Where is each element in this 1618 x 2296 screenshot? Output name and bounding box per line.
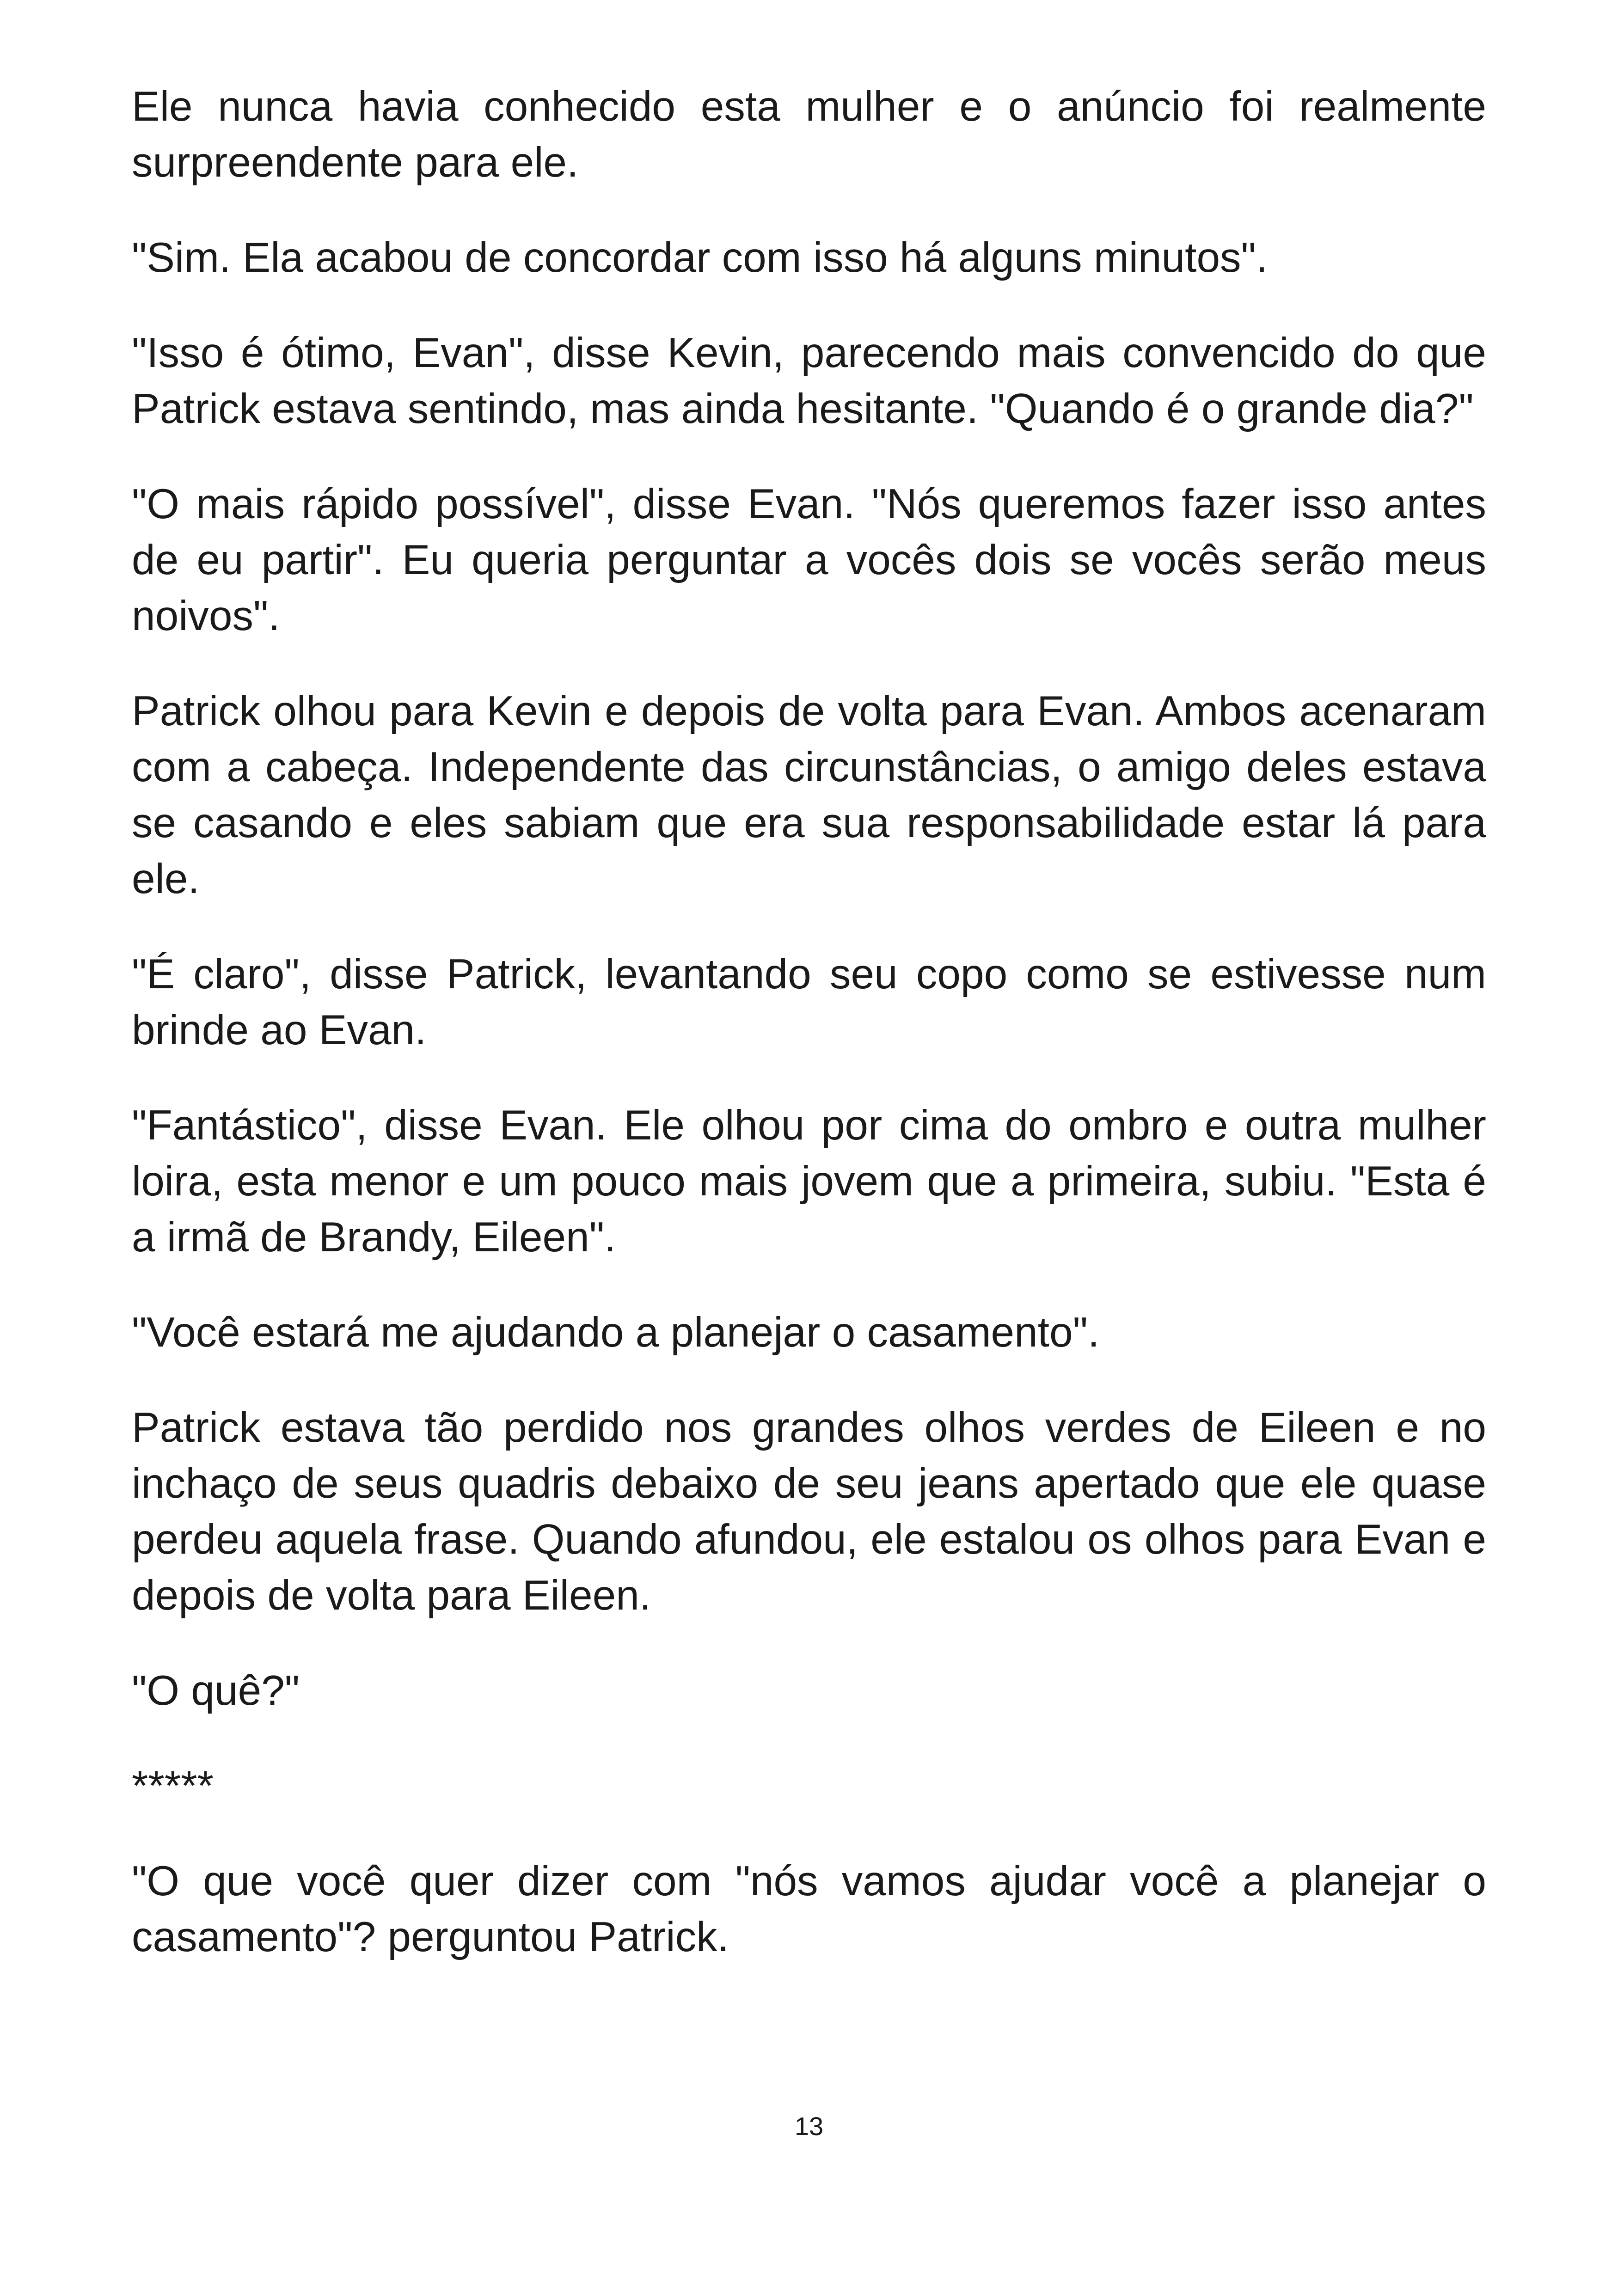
paragraph: "Fantástico", disse Evan. Ele olhou por cima do ombro e outra mulher loira, esta menor e um pouco mais jovem que a primeira, subiu. "Esta é a irmã de Brandy, Eileen".	[132, 1102, 1486, 1261]
paragraph: "O que você quer dizer com "nós vamos ajudar você a planejar o casamento"? perguntou Patrick.	[132, 1858, 1486, 1960]
paragraph: "O mais rápido possível", disse Evan. "Nós queremos fazer isso antes de eu partir". Eu queria perguntar a vocês dois se vocês serão meus noivos".	[132, 481, 1486, 639]
paragraph: Patrick estava tão perdido nos grandes olhos verdes de Eileen e no inchaço de seus quadris debaixo de seu jeans apertado que ele quase perdeu aquela frase. Quando afundou, ele estalou os olhos para Evan e depois de volta para Eileen.	[132, 1404, 1486, 1619]
page-number: 13	[794, 2112, 824, 2141]
paragraph: "É claro", disse Patrick, levantando seu copo como se estivesse num brinde ao Evan.	[132, 951, 1486, 1053]
page-body	[132, 79, 1486, 2004]
paragraph: "Você estará me ajudando a planejar o casamento".	[132, 1309, 1100, 1356]
paragraph: "Isso é ótimo, Evan", disse Kevin, parecendo mais convencido do que Patrick estava sentindo, mas ainda hesitante. "Quando é o grande dia?"	[132, 330, 1486, 432]
paragraph: Ele nunca havia conhecido esta mulher e o anúncio foi realmente surpreendente para ele.	[132, 83, 1486, 186]
section-break: *****	[132, 1763, 214, 1809]
paragraph: "O quê?"	[132, 1667, 300, 1714]
paragraph: Patrick olhou para Kevin e depois de volta para Evan. Ambos acenaram com a cabeça. Independente das circunstâncias, o amigo deles estava se casando e eles sabiam que era sua responsabilidade estar lá para ele.	[132, 688, 1486, 902]
paragraph: "Sim. Ela acabou de concordar com isso há alguns minutos".	[132, 234, 1268, 281]
